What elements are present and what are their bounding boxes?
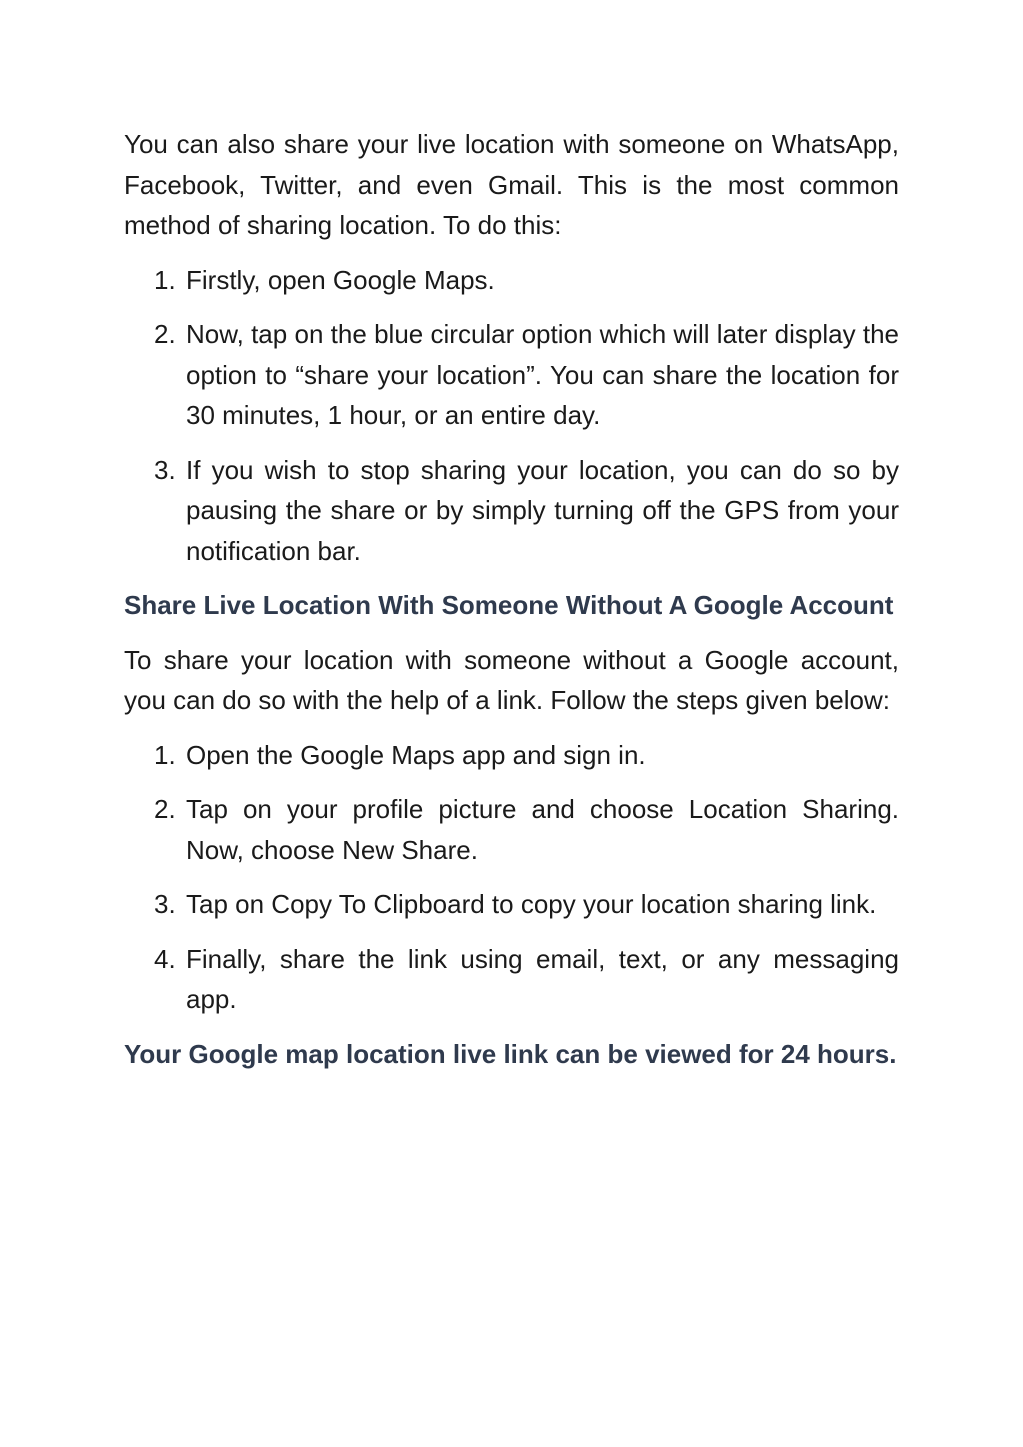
list-item [124,789,899,870]
list-item [124,735,899,776]
steps-list-without-account [124,735,899,1020]
list-number: 4. [154,943,176,974]
list-item-text: Now, tap on the blue circular option which will later display the option to “share your location”. You can share the location for 30 minutes, 1 hour, or an entire day. [186,319,899,430]
list-item-text: If you wish to stop sharing your location, you can do so by pausing the share or by simply turning off the GPS from your notification bar. [186,454,899,566]
list-item-text: Open the Google Maps app and sign in. [186,739,646,770]
list-number: 1. [154,264,176,295]
list-item-text: Tap on Copy To Clipboard to copy your location sharing link. [186,889,877,919]
list-item [124,260,899,301]
list-number: 1. [154,739,176,770]
list-number: 3. [154,889,176,919]
list-item-text: Firstly, open Google Maps. [186,264,495,295]
section-intro-paragraph: To share your location with someone without a Google account, you can do so with the help of a link. Follow the steps given below: [124,644,899,715]
document-page [124,124,899,1074]
list-number: 2. [154,794,176,824]
list-item [124,939,899,1020]
section-heading: Share Live Location With Someone Without A Google Account [124,590,894,620]
closing-note: Your Google map location live link can be viewed for 24 hours. [124,1038,897,1069]
list-item-text: Finally, share the link using email, text, or any messaging app. [186,943,899,1014]
list-item-text: Tap on your profile picture and choose Location Sharing. Now, choose New Share. [186,794,899,865]
intro-paragraph: You can also share your live location with someone on WhatsApp, Facebook, Twitter, and even Gmail. This is the most common method of sharing location. To do this: [124,129,899,240]
list-item [124,884,899,925]
steps-list-share-live [124,260,899,572]
list-item [124,314,899,436]
list-number: 2. [154,319,176,349]
list-number: 3. [154,454,176,485]
list-item [124,450,899,572]
